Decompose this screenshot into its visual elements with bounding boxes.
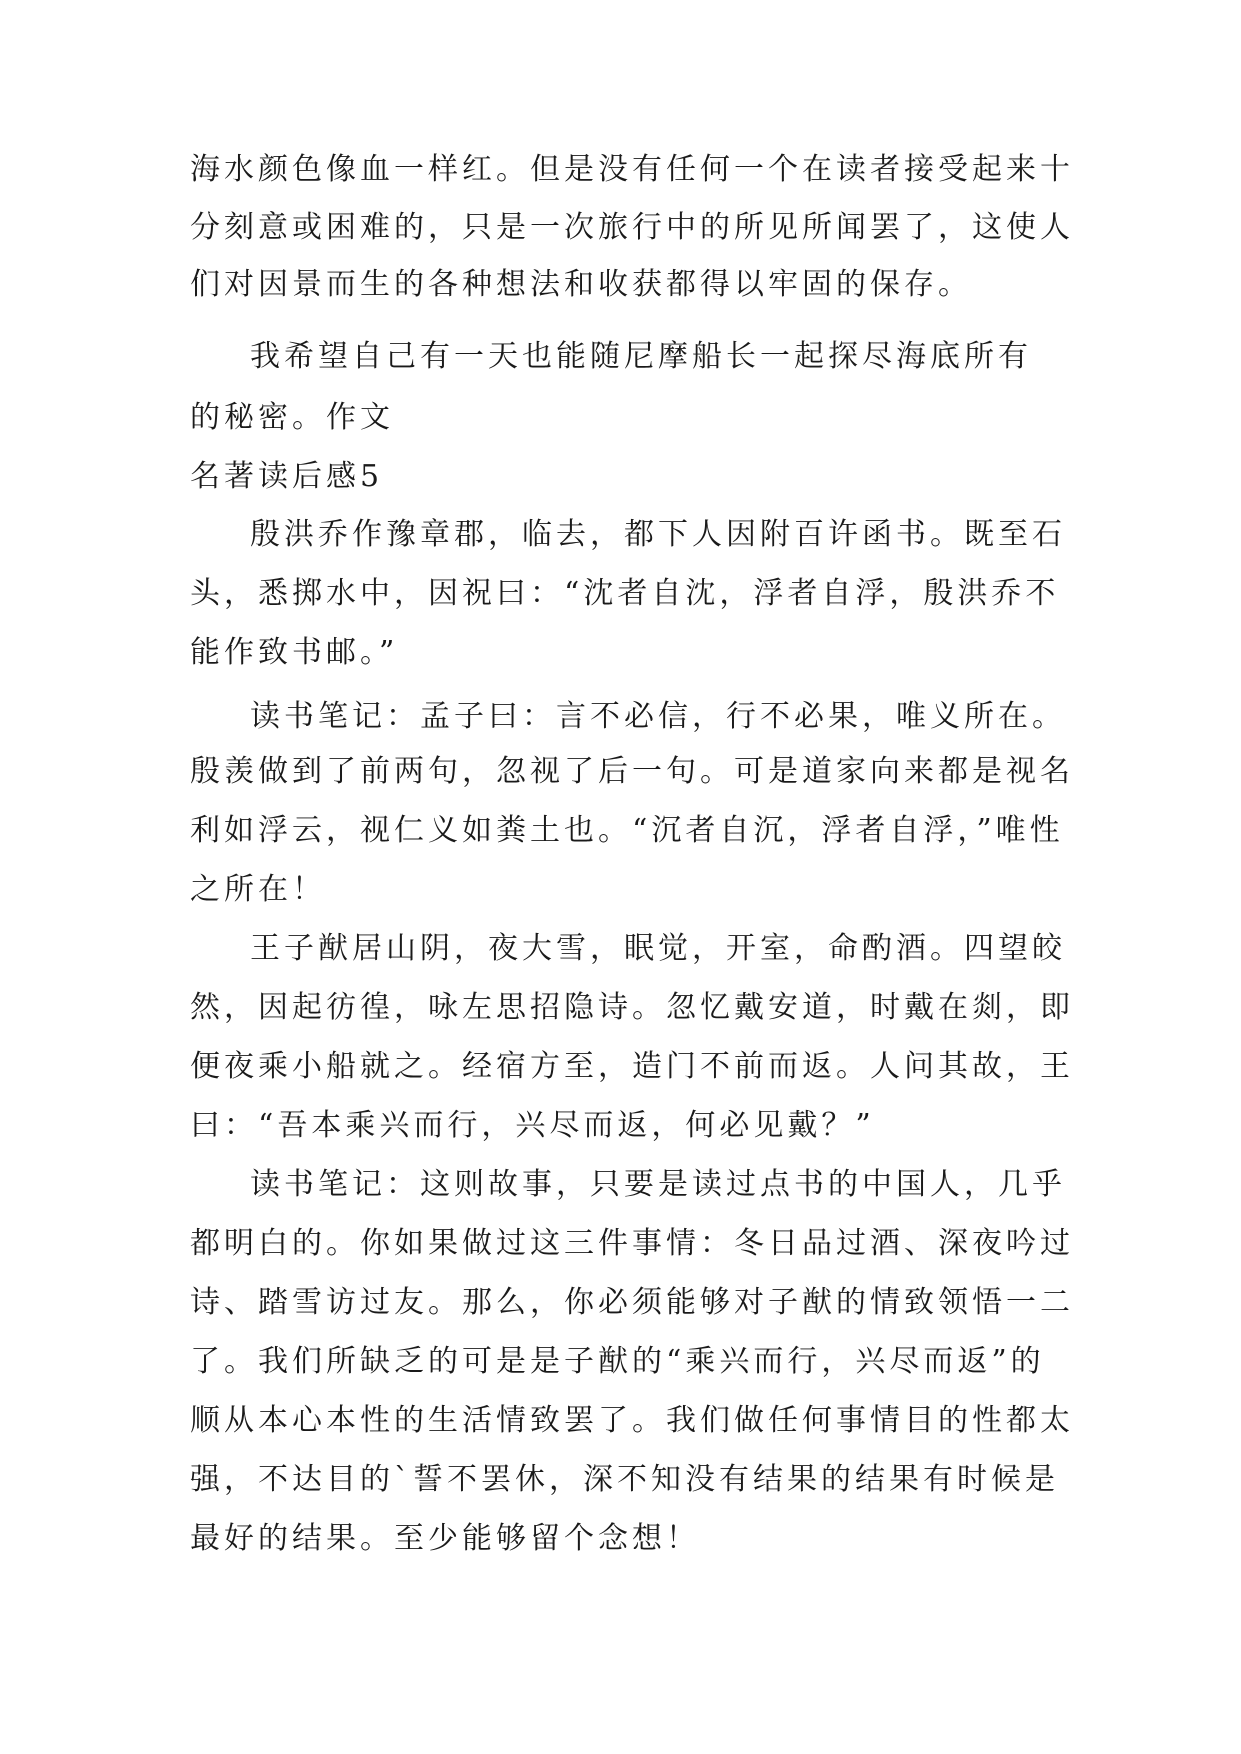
text-line: 顺从本心本性的生活情致罢了。我们做任何事情目的性都太 (190, 1403, 1074, 1438)
text-line: 最好的结果。至少能够留个念想！ (190, 1521, 700, 1556)
text-line: 海水颜色像血一样红。但是没有任何一个在读者接受起来十 (190, 152, 1074, 187)
text-line: 我希望自己有一天也能随尼摩船长一起探尽海底所有 (250, 339, 1032, 374)
text-line: 曰：“吾本乘兴而行，兴尽而返，何必见戴？” (190, 1108, 875, 1143)
text-line: 王子猷居山阴，夜大雪，眠觉，开室，命酌酒。四望皎 (250, 931, 1066, 966)
text-line: 读书笔记：孟子曰：言不必信，行不必果，唯义所在。 (250, 699, 1066, 734)
text-line: 之所在！ (190, 872, 326, 907)
text-line: 了。我们所缺乏的可是是子猷的“乘兴而行，兴尽而返”的 (190, 1344, 1045, 1379)
text-line: 能作致书邮。” (190, 635, 399, 670)
text-line: 们对因景而生的各种想法和收获都得以牢固的保存。 (190, 267, 972, 302)
text-line: 头，悉掷水中，因祝曰：“沈者自沈，浮者自浮，殷洪乔不 (190, 576, 1060, 611)
text-line: 都明白的。你如果做过这三件事情：冬日品过酒、深夜吟过 (190, 1226, 1074, 1261)
text-line: 读书笔记：这则故事，只要是读过点书的中国人，几乎 (250, 1167, 1066, 1202)
section-heading: 名著读后感5 (190, 459, 384, 494)
text-line: 强，不达目的`誓不罢休，深不知没有结果的结果有时候是 (190, 1462, 1059, 1497)
text-line: 便夜乘小船就之。经宿方至，造门不前而返。人问其故，王 (190, 1049, 1074, 1084)
text-line: 殷洪乔作豫章郡，临去，都下人因附百许函书。既至石 (250, 517, 1066, 552)
text-line: 的秘密。作文 (190, 400, 394, 435)
text-line: 利如浮云，视仁义如粪土也。“沉者自沉，浮者自浮，”唯性 (190, 813, 1064, 848)
text-line: 分刻意或困难的，只是一次旅行中的所见所闻罢了，这使人 (190, 210, 1074, 245)
text-line: 然，因起彷徨，咏左思招隐诗。忽忆戴安道，时戴在剡，即 (190, 990, 1074, 1025)
text-line: 诗、踏雪访过友。那么，你必须能够对子猷的情致领悟一二 (190, 1285, 1074, 1320)
text-line: 殷羡做到了前两句，忽视了后一句。可是道家向来都是视名 (190, 754, 1074, 789)
